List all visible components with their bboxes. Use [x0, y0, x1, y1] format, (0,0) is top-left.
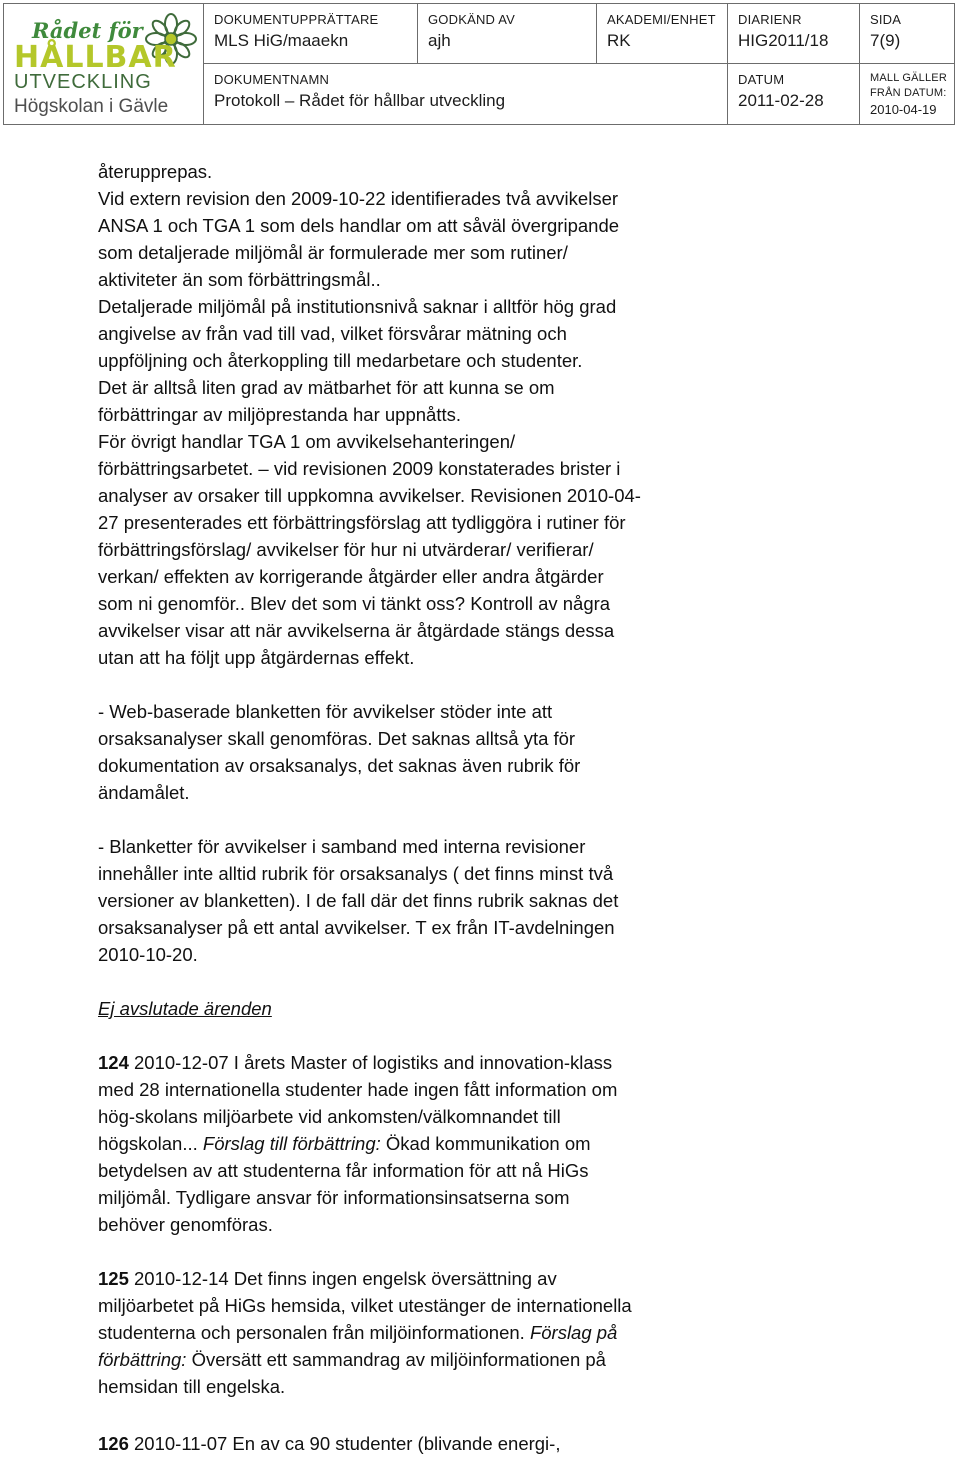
- council-logo: [4, 4, 204, 124]
- text-line: förbättringsarbetet. – vid revisionen 2009 konstaterades brister i: [98, 458, 621, 479]
- field-registry-number: DIARIENR HIG2011/18: [727, 4, 859, 64]
- case-124-line: med 28 internationella studenter hade ingen fått information om: [98, 1079, 618, 1100]
- form-note-line: orsaksanalyser på ett antal avvikelser. T ex från IT-avdelningen: [98, 917, 615, 938]
- text-line: avvikelser visar att när avvikelserna är åtgärdade stängs dessa: [98, 620, 615, 641]
- field-document-name: DOKUMENTNAMN Protokoll – Rådet för hållbar utveckling: [214, 72, 506, 110]
- case-125-line: miljöarbetet på HiGs hemsida, vilket utestänger de internationella: [98, 1295, 632, 1316]
- case-number: 125: [98, 1268, 129, 1289]
- text-line: förbättringar av miljöprestanda har uppnåtts.: [98, 404, 462, 425]
- case-124-line: betydelsen av att studenterna får information för att nå HiGs: [98, 1160, 589, 1181]
- case-125-line: hemsidan till engelska.: [98, 1376, 286, 1397]
- case-124-line: högskolan... Förslag till förbättring: Ökad kommunikation om: [98, 1133, 591, 1154]
- text-line: ANSA 1 och TGA 1 som dels handlar om att såväl övergripande: [98, 215, 620, 236]
- case-124-line: miljömål. Tydligare ansvar för informationsinsatserna som: [98, 1187, 570, 1208]
- text-line: förbättringsförslag/ avvikelser för hur ni utvärderar/ verifierar/: [98, 539, 594, 560]
- field-author: DOKUMENTUPPRÄTTARE MLS HiG/maaekn: [204, 4, 417, 64]
- case-125-line: studenterna och personalen från miljöinformationen. Förslag på: [98, 1322, 618, 1343]
- field-date: DATUM 2011-02-28: [727, 64, 859, 124]
- text-line: För övrigt handlar TGA 1 om avvikelsehanteringen/: [98, 431, 516, 452]
- section-heading: Ej avslutade ärenden: [98, 998, 272, 1019]
- case-126-line: 126 2010-11-07 En av ca 90 studenter (blivande energi-,: [98, 1433, 561, 1454]
- text-line: Vid extern revision den 2009-10-22 identifierades två avvikelser: [98, 188, 619, 209]
- logo-line-4: Högskolan i Gävle: [14, 96, 169, 117]
- text-line: verkan/ effekten av korrigerande åtgärder eller andra åtgärder: [98, 566, 604, 587]
- document-header: [3, 3, 955, 125]
- field-approved-by: GODKÄND AV ajh: [417, 4, 596, 64]
- form-note-line: versioner av blanketten). I de fall där det finns rubrik saknas det: [98, 890, 619, 911]
- logo-line-2: HÅLLBAR: [14, 40, 177, 75]
- text-line: angivelse av från vad till vad, vilket försvårar mätning och: [98, 323, 567, 344]
- web-form-note-line: orsaksanalyser skall genomföras. Det saknas alltså yta för: [98, 728, 576, 749]
- case-number: 124: [98, 1052, 129, 1073]
- text-line: utan att ha följt upp åtgärdernas effekt.: [98, 647, 415, 668]
- web-form-note-line: - Web-baserade blanketten för avvikelser stöder inte att: [98, 701, 553, 722]
- text-line: Detaljerade miljömål på institutionsnivå saknar i alltför hög grad: [98, 296, 617, 317]
- text-line: 27 presenterades ett förbättringsförslag att tydliggöra i rutiner för: [98, 512, 626, 533]
- text-line: analyser av orsaker till uppkomna avvikelser. Revisionen 2010-04-: [98, 485, 641, 506]
- case-125-line: 125 2010-12-14 Det finns ingen engelsk översättning av: [98, 1268, 557, 1289]
- text-line: som detaljerade miljömål är formulerade mer som rutiner/: [98, 242, 568, 263]
- text-line: Det är alltså liten grad av mätbarhet för att kunna se om: [98, 377, 555, 398]
- text-line: som ni genomför.. Blev det som vi tänkt oss? Kontroll av några: [98, 593, 611, 614]
- field-page: SIDA 7(9): [859, 4, 954, 64]
- text-line: återupprepas.: [98, 161, 213, 182]
- logo-line-1: Rådet för: [32, 18, 143, 43]
- field-department: AKADEMI/ENHET RK: [596, 4, 727, 64]
- case-124-line: hög-skolans miljöarbete vid ankomsten/välkomnandet till: [98, 1106, 561, 1127]
- logo-line-3: UTVECKLING: [14, 71, 152, 93]
- case-125-line: förbättring: Översätt ett sammandrag av miljöinformationen på: [98, 1349, 606, 1370]
- web-form-note-line: dokumentation av orsaksanalys, det saknas även rubrik för: [98, 755, 581, 776]
- document-body: [98, 158, 718, 1457]
- form-note-line: - Blanketter för avvikelser i samband med interna revisioner: [98, 836, 586, 857]
- case-number: 126: [98, 1433, 129, 1454]
- web-form-note-line: ändamålet.: [98, 782, 190, 803]
- case-124-line: 124 2010-12-07 I årets Master of logistiks and innovation-klass: [98, 1052, 613, 1073]
- text-line: aktiviteter än som förbättringsmål..: [98, 269, 381, 290]
- field-template-valid-from: MALL GÄLLER FRÅN DATUM: 2010-04-19: [859, 64, 954, 124]
- form-note-line: innehåller inte alltid rubrik för orsaksanalys ( det finns minst två: [98, 863, 614, 884]
- text-line: uppföljning och återkoppling till medarbetare och studenter.: [98, 350, 583, 371]
- form-note-line: 2010-10-20.: [98, 944, 198, 965]
- case-124-line: behöver genomföras.: [98, 1214, 273, 1235]
